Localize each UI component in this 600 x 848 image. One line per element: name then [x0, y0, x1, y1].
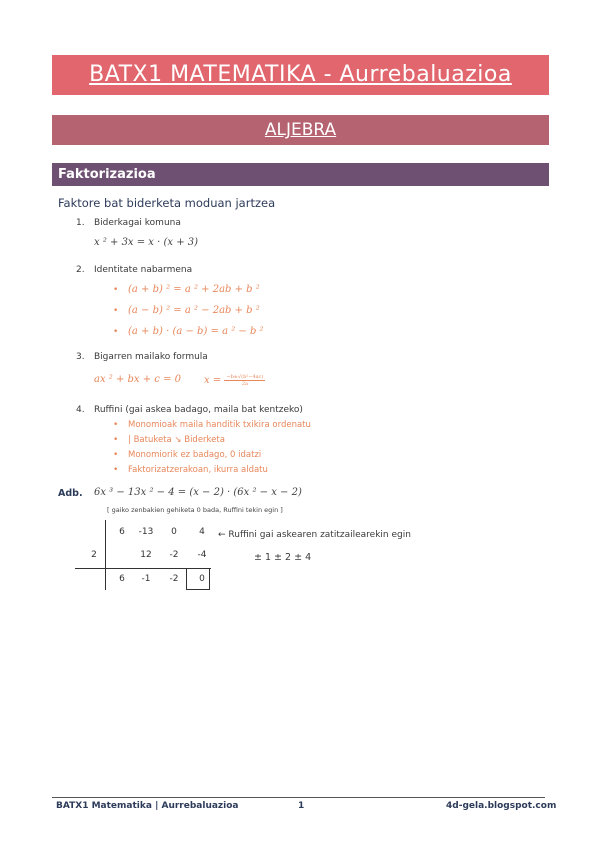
document-title: BATX1 MATEMATIKA - Aurrebaluazioa [52, 55, 549, 95]
table-cell: 0 [171, 527, 177, 537]
bullet: • [113, 327, 119, 337]
bullet-text: Faktorizatzerakoan, ikurra aldatu [128, 465, 268, 475]
bullet: • [113, 420, 119, 430]
table-cell: 12 [140, 550, 152, 560]
table-cell: -4 [197, 550, 207, 560]
formula: (a + b) · (a − b) = a ² − b ² [128, 326, 264, 337]
bullet: • [113, 306, 119, 316]
intro-heading: Faktore bat biderketa moduan jartzea [58, 196, 276, 210]
bullet-text: | Batuketa ↘ Biderketa [128, 435, 225, 445]
table-cell: -13 [138, 527, 154, 537]
item-label: Biderkagai komuna [94, 218, 181, 228]
section-title: Faktorizazioa [52, 163, 549, 186]
item-label: Bigarren mailako formula [94, 352, 208, 362]
formula: ax ² + bx + c = 0 [94, 374, 182, 385]
topic-title: ALJEBRA [52, 115, 549, 145]
bullet: • [113, 435, 119, 445]
bullet: • [113, 450, 119, 460]
item-label: Identitate nabarmena [94, 265, 193, 275]
table-divisor: 2 [91, 550, 97, 560]
formula: (a + b) ² = a ² + 2ab + b ² [128, 284, 260, 295]
bullet: • [113, 465, 119, 475]
solution-formula: x = $\frac{\text{−b±√(b²−4ac)}}{2a}$ [204, 374, 264, 387]
divisor-list: ± 1 ± 2 ± 4 [254, 552, 312, 563]
footer-right: 4d-gela.blogspot.com [446, 801, 557, 811]
bullet-text: Monomiorik ez badago, 0 idatzi [128, 450, 262, 460]
item-label: Ruffini (gai askea badago, maila bat kentzeko) [94, 405, 303, 415]
table-vertical-line [105, 520, 106, 590]
ruffini-hint: ← Ruffini gai askearen zatitzailearekin egin [218, 530, 411, 540]
table-cell: 6 [119, 527, 125, 537]
bullet: • [113, 285, 119, 295]
table-cell: 6 [119, 574, 125, 584]
table-cell: 4 [199, 527, 205, 537]
table-cell: -1 [141, 574, 151, 584]
item-number: 1. [76, 218, 85, 228]
example-formula: 6x ³ − 13x ² − 4 = (x − 2) · (6x ² − x − 2) [94, 487, 302, 498]
result-box [186, 568, 210, 590]
bullet-text: Monomioak maila handitik txikira ordenatu [128, 420, 311, 430]
footer-divider [52, 797, 545, 798]
item-number: 2. [76, 265, 85, 275]
page-number: 1 [298, 801, 305, 811]
table-cell: -2 [169, 550, 179, 560]
formula: (a − b) ² = a ² − 2ab + b ² [128, 305, 260, 316]
formula: x ² + 3x = x · (x + 3) [94, 237, 199, 248]
footer-left: BATX1 Matematika | Aurrebaluazioa [56, 801, 239, 811]
item-number: 4. [76, 405, 85, 415]
table-cell: -2 [169, 574, 179, 584]
table-result: 0 [199, 574, 205, 584]
item-number: 3. [76, 352, 85, 362]
example-note: [ gaiko zenbakien gehiketa 0 bada, Ruffini tekin egin ] [107, 506, 283, 514]
example-label: Adb. [58, 488, 83, 499]
